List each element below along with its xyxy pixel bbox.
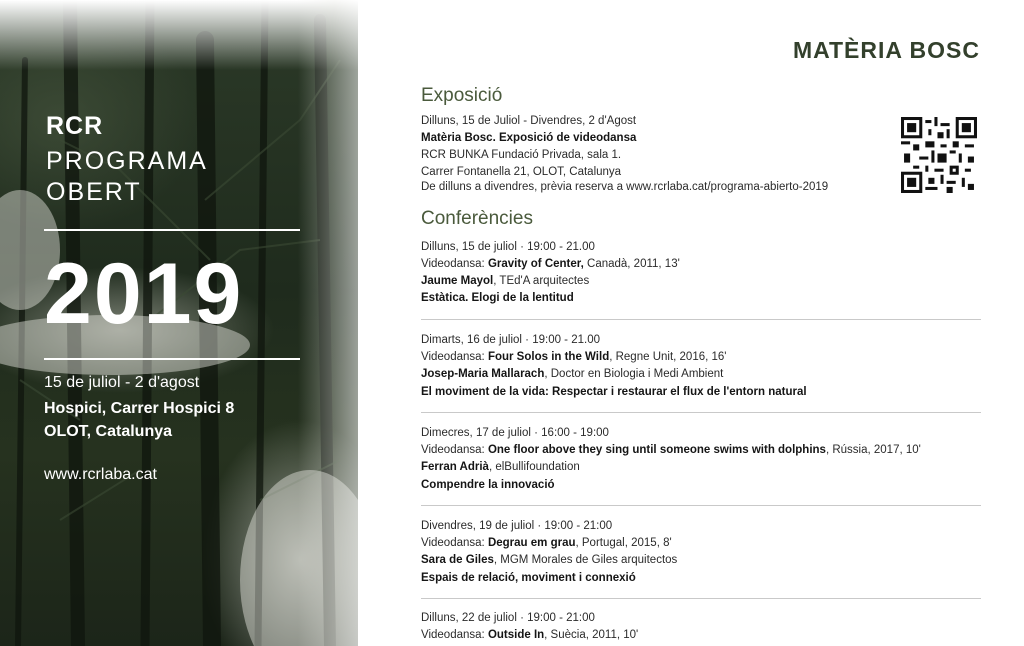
speaker-affiliation: , elBullifoundation bbox=[488, 461, 580, 473]
video-title: Four Solos in the Wild bbox=[487, 351, 610, 363]
video-prefix: Videodansa: bbox=[421, 537, 488, 549]
video-info: , Rússia, 2017, 10' bbox=[825, 444, 921, 456]
video-info: , Regne Unit, 2016, 16' bbox=[609, 351, 727, 363]
website-link[interactable]: www.rcrlaba.cat bbox=[44, 466, 157, 483]
conf-talk: Estàtica. Elogi de la lentitud bbox=[421, 292, 574, 304]
conf-date: Divendres, 19 de juliol · 19:00 - 21:00 bbox=[421, 520, 613, 532]
video-prefix: Videodansa: bbox=[421, 258, 488, 270]
conferencies-heading: Conferències bbox=[421, 208, 533, 229]
speaker-name: Sara de Giles bbox=[421, 554, 494, 566]
video-prefix: Videodansa: bbox=[421, 444, 488, 456]
video-info: Canadà, 2011, 13' bbox=[583, 258, 680, 270]
conf-speaker bbox=[421, 366, 723, 383]
speaker-name: Jaume Mayol bbox=[421, 275, 494, 287]
exposicio-title: Matèria Bosc. Exposició de videodansa bbox=[421, 132, 637, 144]
conf-date: Dilluns, 22 de juliol · 19:00 - 21:00 bbox=[421, 612, 595, 624]
conf-date: Dimecres, 17 de juliol · 16:00 - 19:00 bbox=[421, 427, 609, 439]
rcr-label: RCR bbox=[46, 112, 104, 140]
conf-video bbox=[421, 442, 921, 459]
programa-label bbox=[46, 146, 208, 208]
conf-speaker bbox=[421, 273, 589, 290]
speaker-affiliation: , TEd'A arquitectes bbox=[493, 275, 590, 287]
programa-word: PROGRAMA bbox=[46, 147, 208, 175]
conf-video bbox=[421, 349, 727, 366]
conf-video bbox=[421, 627, 638, 644]
conf-date: Dimarts, 16 de juliol · 19:00 - 21.00 bbox=[421, 334, 600, 346]
conf-speaker bbox=[421, 459, 580, 476]
video-title: Gravity of Center, bbox=[487, 258, 584, 270]
conf-date: Dilluns, 15 de juliol · 19:00 - 21.00 bbox=[421, 241, 595, 253]
video-prefix: Videodansa: bbox=[421, 351, 488, 363]
conf-video bbox=[421, 535, 672, 552]
conf-talk: El moviment de la vida: Respectar i restaurar el flux de l'entorn natural bbox=[421, 386, 807, 398]
exposicio-note: De dilluns a divendres, prèvia reserva a www.rcrlaba.cat/programa-abierto-2019 bbox=[421, 181, 829, 193]
video-title: Outside In bbox=[487, 629, 545, 641]
separator bbox=[421, 412, 981, 413]
exposicio-dates: Dilluns, 15 de Juliol - Divendres, 2 d'Agost bbox=[421, 115, 637, 127]
divider-top bbox=[44, 229, 300, 231]
separator bbox=[421, 505, 981, 506]
qr-code[interactable] bbox=[901, 117, 977, 193]
video-title: One floor above they sing until someone swims with dolphins bbox=[487, 444, 826, 456]
video-info: , Portugal, 2015, 8' bbox=[575, 537, 672, 549]
speaker-name: Ferran Adrià bbox=[421, 461, 489, 473]
speaker-affiliation: , Doctor en Biologia i Medi Ambient bbox=[544, 368, 724, 380]
event-dates: 15 de juliol - 2 d'agost bbox=[44, 374, 200, 391]
brand-title: MATÈRIA BOSC bbox=[792, 37, 980, 63]
exposicio-place: RCR BUNKA Fundació Privada, sala 1. bbox=[421, 149, 622, 161]
fog-right bbox=[298, 0, 358, 646]
obert-word: OBERT bbox=[46, 178, 142, 206]
video-prefix: Videodansa: bbox=[421, 629, 488, 641]
speaker-affiliation: , MGM Morales de Giles arquitectos bbox=[493, 554, 678, 566]
venue-line-2: OLOT, Catalunya bbox=[44, 423, 173, 440]
conf-video bbox=[421, 256, 680, 273]
divider-bottom bbox=[44, 358, 300, 360]
speaker-name: Josep-Maria Mallarach bbox=[421, 368, 545, 380]
conf-talk: Compendre la innovació bbox=[421, 479, 555, 491]
venue-line-1: Hospici, Carrer Hospici 8 bbox=[44, 400, 235, 417]
cover-panel bbox=[0, 0, 358, 646]
separator bbox=[421, 598, 981, 599]
exposicio-address: Carrer Fontanella 21, OLOT, Catalunya bbox=[421, 166, 622, 178]
exposicio-heading: Exposició bbox=[421, 85, 503, 106]
separator bbox=[421, 319, 981, 320]
video-title: Degrau em grau bbox=[487, 537, 576, 549]
video-info: , Suècia, 2011, 10' bbox=[544, 629, 639, 641]
conf-talk: Espais de relació, moviment i connexió bbox=[421, 572, 636, 584]
venue bbox=[44, 397, 234, 443]
year-label: 2019 bbox=[44, 246, 244, 342]
conf-speaker bbox=[421, 552, 677, 569]
